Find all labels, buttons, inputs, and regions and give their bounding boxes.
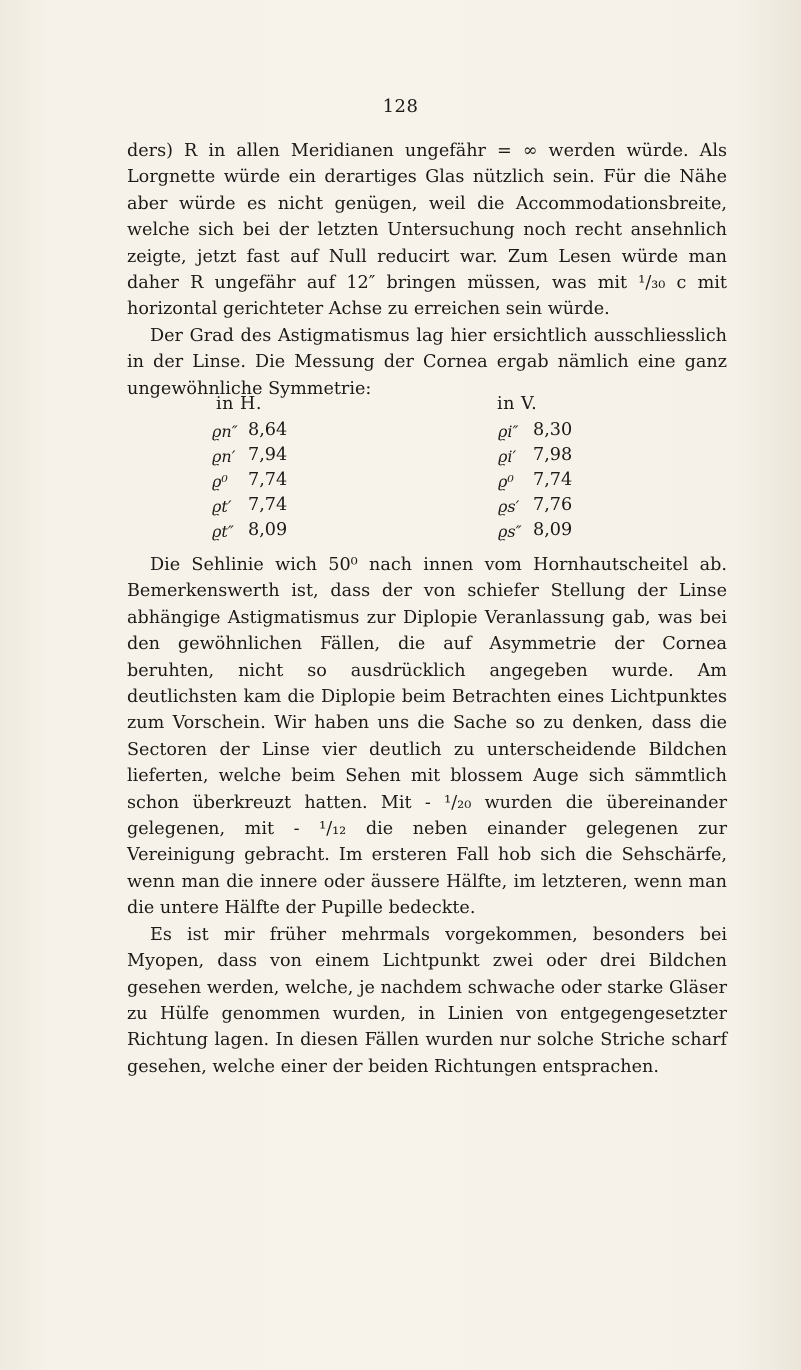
symbol-vertical: ϱ⁰ [498,472,514,491]
column-header-horizontal: in H. [216,394,262,414]
top-text-block [127,138,727,402]
symbol-vertical: ϱs″ [498,522,522,541]
symbol-vertical: ϱi″ [498,422,519,441]
symbol-horizontal: ϱt″ [212,522,234,541]
page-number: 128 [382,96,419,117]
value-horizontal: 7,94 [248,445,288,465]
value-vertical: 7,76 [533,495,573,515]
symbol-horizontal: ϱ⁰ [212,472,228,491]
table-row [0,495,801,519]
table-row [0,470,801,494]
value-horizontal: 8,64 [248,420,288,440]
table-row [0,445,801,469]
table-row [0,520,801,544]
bottom-text-block [127,552,727,1080]
value-vertical: 8,09 [533,520,573,540]
paragraph-diplopia: Die Sehlinie wich 50⁰ nach innen vom Hornhautscheitel ab. Bemerkenswerth ist, dass der von schiefer Stellung der Linse abhängige Astigmatismus zur Diplopie Veranlassung gab, was bei den gewöhnlichen Fällen, die auf Asymmetrie der Cornea beruhten, nicht so ausdrücklich angegeben wurde. Am deutlichsten kam die Diplopie beim Betrachten eines Lichtpunktes zum Vorschein. Wir haben uns die Sache so zu denken, dass die Sectoren der Linse vier deutlich zu unterscheidende Bildchen lieferten, welche beim Sehen mit blossem Auge sich sämmtlich schon überkreuzt hatten. Mit - ¹/₂₀ wurden die übereinander gelegenen, mit - ¹/₁₂ die neben einander gelegenen zur Vereinigung gebracht. Im ersteren Fall hob sich die Sehschärfe, wenn man die innere oder äussere Hälfte, im letzteren, wenn man die untere Hälfte der Pupille bedeckte. [127,555,727,919]
paragraph-myopia: Es ist mir früher mehrmals vorgekommen, besonders bei Myopen, dass von einem Lichtpunkt zwei oder drei Bildchen gesehen werden, welche, je nachdem schwache oder starke Gläser zu Hülfe genommen wurden, in Linien von entgegengesetzter Richtung lagen. In diesen Fällen wurden nur solche Striche scharf gesehen, welche einer der beiden Richtungen entsprachen. [127,924,727,1077]
paragraph-continuation: ders) R in allen Meridianen ungefähr = ∞ werden würde. Als Lorgnette würde ein derartiges Glas nützlich sein. Für die Nähe aber würde es nicht genügen, weil die Accommodationsbreite, welche sich bei der letzten Untersuchung noch recht ansehnlich zeigte, jetzt fast auf Null reducirt war. Zum Lesen würde man daher R ungefähr auf 12″ bringen müssen, was mit ¹/₃₀ c mit horizontal gerichteter Achse zu erreichen sein würde. [127,141,727,320]
value-vertical: 7,74 [533,470,573,490]
paragraph-astigmatism: Der Grad des Astigmatismus lag hier ersichtlich ausschliesslich in der Linse. Die Messung der Cornea ergab nämlich eine ganz ungewöhnliche Symmetrie: [127,325,727,399]
column-header-vertical: in V. [497,394,538,414]
symbol-horizontal: ϱn″ [212,422,238,441]
value-horizontal: 7,74 [248,495,288,515]
symbol-horizontal: ϱn′ [212,447,236,466]
value-horizontal: 8,09 [248,520,288,540]
symbol-horizontal: ϱt′ [212,497,232,516]
value-vertical: 8,30 [533,420,573,440]
table-row [0,420,801,444]
symbol-vertical: ϱs′ [498,497,520,516]
value-vertical: 7,98 [533,445,573,465]
value-horizontal: 7,74 [248,470,288,490]
symbol-vertical: ϱi′ [498,447,517,466]
